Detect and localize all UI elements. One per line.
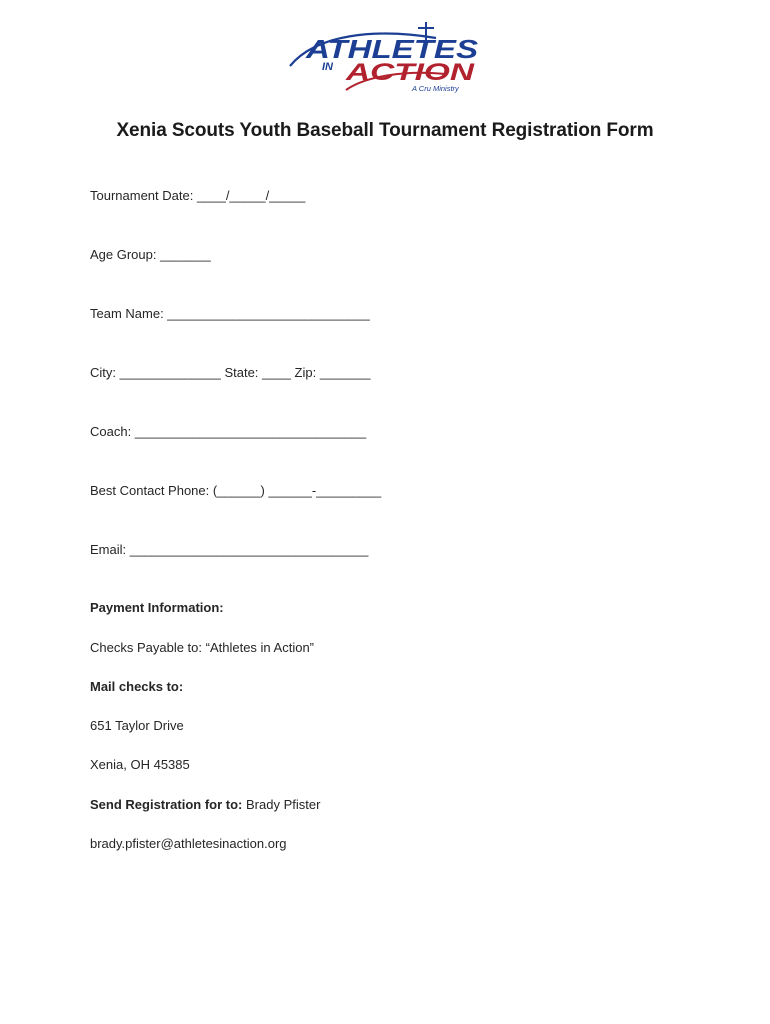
address-line-1: 651 Taylor Drive (90, 718, 184, 733)
tournament-date-field: Tournament Date: ____/_____/_____ (90, 188, 306, 203)
age-group-field: Age Group: _______ (90, 247, 211, 262)
send-registration-line (90, 797, 320, 812)
svg-text:ATHLETES: ATHLETES (304, 34, 479, 64)
athletes-in-action-logo (286, 20, 486, 96)
form-title: Xenia Scouts Youth Baseball Tournament Registration Form (116, 120, 654, 141)
address-line-2: Xenia, OH 45385 (90, 757, 190, 772)
team-name-field: Team Name: ____________________________ (90, 306, 370, 321)
coach-field: Coach: ________________________________ (90, 424, 367, 439)
contact-email-link[interactable]: brady.pfister@athletesinaction.org (90, 836, 287, 851)
checks-payable-text: Checks Payable to: “Athletes in Action” (90, 640, 315, 655)
svg-text:IN: IN (322, 61, 333, 73)
send-registration-label: Send Registration for to: (90, 797, 243, 812)
email-field: Email: _________________________________ (90, 542, 369, 557)
svg-text:A Cru Ministry: A Cru Ministry (412, 84, 459, 93)
phone-field: Best Contact Phone: (______) ______-_________ (90, 483, 382, 498)
city-state-zip-field: City: ______________ State: ____ Zip: _______ (90, 365, 371, 380)
payment-heading: Payment Information: (90, 600, 224, 615)
send-registration-name: Brady Pfister (242, 797, 321, 812)
svg-text:ACTION: ACTION (344, 59, 475, 86)
mail-checks-heading: Mail checks to: (90, 679, 184, 694)
